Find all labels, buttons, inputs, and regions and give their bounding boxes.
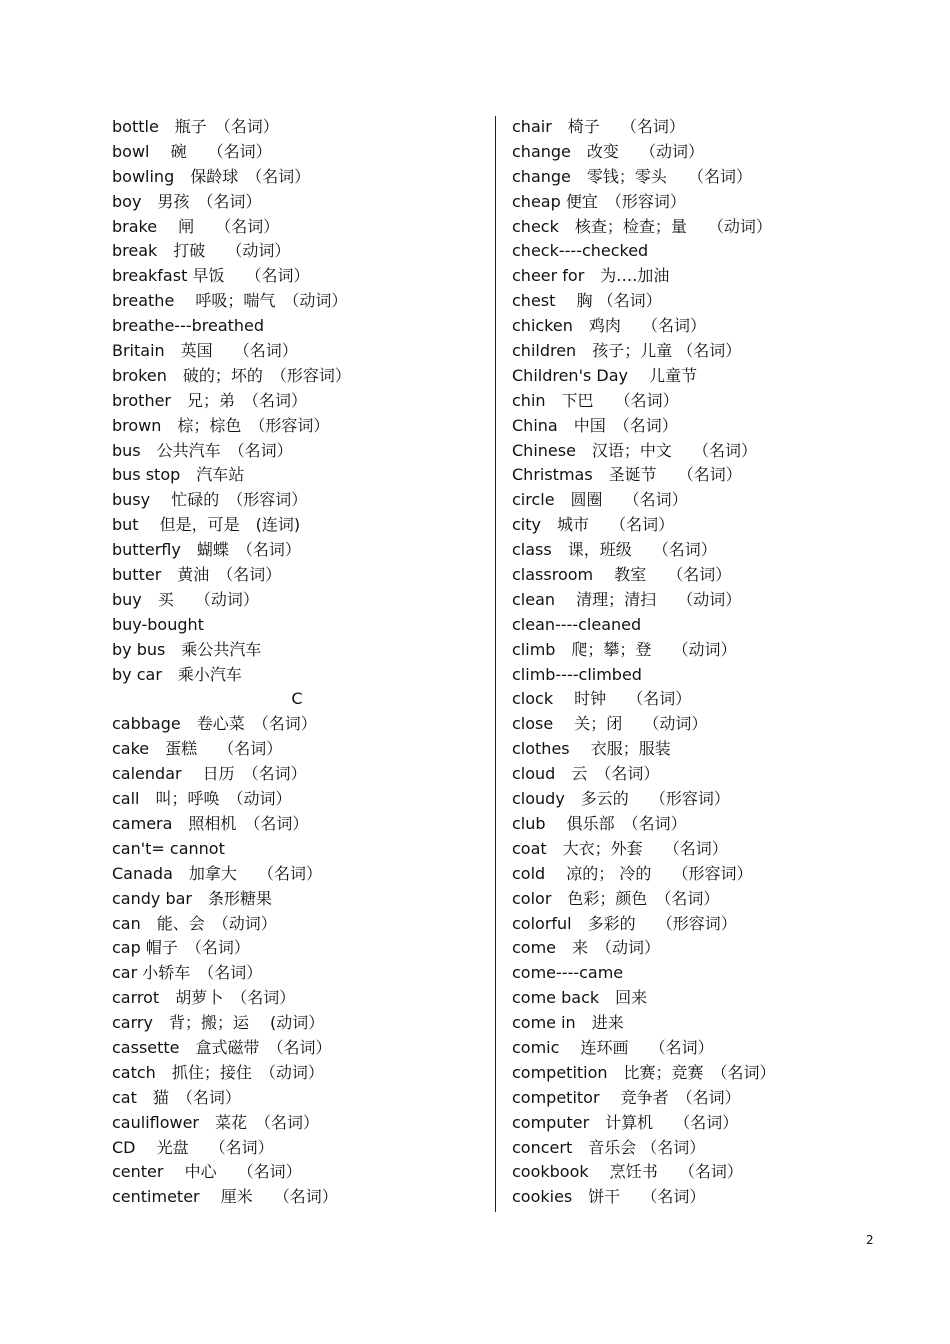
section-letter-heading: C bbox=[291, 689, 303, 709]
vocab-entry: bus stop 汽车站 bbox=[112, 465, 245, 485]
vocab-entry: clean----cleaned bbox=[512, 614, 642, 634]
vocab-entry: change 改变 （动词） bbox=[512, 141, 704, 161]
vocab-entry: butter 黄油 （名词） bbox=[112, 565, 282, 585]
vocab-entry: cabbage 卷心菜 （名词） bbox=[112, 714, 317, 734]
vocab-entry: cassette 盒式磁带 （名词） bbox=[112, 1037, 332, 1057]
vocab-entry: coat 大衣；外套 （名词） bbox=[512, 838, 728, 858]
vocab-entry: chest 胸 （名词） bbox=[512, 291, 662, 311]
vocab-entry: Christmas 圣诞节 （名词） bbox=[512, 465, 742, 485]
vocab-entry: cauliflower 菜花 （名词） bbox=[112, 1112, 320, 1132]
vocab-entry: camera 照相机 （名词） bbox=[112, 813, 309, 833]
vocab-entry: broken 破的；坏的 （形容词） bbox=[112, 365, 351, 385]
vocab-entry: chicken 鸡肉 （名词） bbox=[512, 316, 706, 336]
vocab-entry: bottle 瓶子 （名词） bbox=[112, 117, 279, 136]
vocab-entry: centimeter 厘米 （名词） bbox=[112, 1187, 338, 1207]
vocab-entry: carry 背；搬；运 (动词） bbox=[112, 1013, 325, 1033]
vocab-entry: bowl 碗 （名词） bbox=[112, 141, 272, 161]
vocab-entry: breathe---breathed bbox=[112, 316, 265, 336]
vocab-entry: come in 进来 bbox=[512, 1013, 624, 1033]
vocab-entry: center 中心 （名词） bbox=[112, 1162, 302, 1182]
vocab-entry: cheer for 为….加油 bbox=[512, 266, 670, 286]
vocab-entry: brown 棕；棕色 （形容词） bbox=[112, 415, 330, 435]
vocab-entry: Britain 英国 （名词） bbox=[112, 341, 298, 361]
vocab-entry: climb----climbed bbox=[512, 664, 642, 684]
vocab-entry: cat 猫 （名词） bbox=[112, 1087, 241, 1107]
vocab-entry: come 来 （动词） bbox=[512, 938, 661, 958]
vocab-entry: car 小轿车 （名词） bbox=[112, 963, 263, 983]
vocab-entry: but 但是，可是 (连词) bbox=[112, 515, 301, 535]
vocab-entry: classroom 教室 （名词） bbox=[512, 565, 732, 585]
vocab-entry: come back 回来 bbox=[512, 988, 648, 1008]
vocab-entry: concert 音乐会 （名词） bbox=[512, 1137, 706, 1157]
vocab-entry: circle 圆圈 （名词） bbox=[512, 490, 688, 510]
vocab-entry: close 关；闭 （动词） bbox=[512, 714, 708, 734]
vocab-entry: by car 乘小汽车 bbox=[112, 664, 242, 684]
vocab-entry: Chinese 汉语；中文 （名词） bbox=[512, 440, 758, 460]
vocab-entry: clock 时钟 （名词） bbox=[512, 689, 692, 709]
page-number: 2 bbox=[866, 1233, 874, 1247]
vocab-entry: call 叫；呼唤 （动词） bbox=[112, 789, 292, 809]
vocab-entry: cloud 云 （名词） bbox=[512, 764, 660, 784]
vocab-entry: China 中国 （名词） bbox=[512, 415, 678, 435]
vocab-entry: buy 买 （动词） bbox=[112, 589, 259, 609]
vocab-entry: climb 爬；攀；登 （动词） bbox=[512, 639, 737, 659]
vocab-entry: class 课，班级 （名词） bbox=[512, 540, 717, 560]
vocab-entry: children 孩子；儿童 （名词） bbox=[512, 341, 742, 361]
vocab-entry: check----checked bbox=[512, 241, 649, 261]
vocab-entry: cloudy 多云的 （形容词） bbox=[512, 789, 730, 809]
vocab-entry: cap 帽子 （名词） bbox=[112, 938, 250, 958]
vocab-entry: competitor 竞争者 （名词） bbox=[512, 1087, 741, 1107]
vocab-entry: can 能、会 （动词） bbox=[112, 913, 277, 933]
vocab-entry: computer 计算机 （名词） bbox=[512, 1112, 739, 1132]
vocab-entry: bowling 保龄球 （名词） bbox=[112, 166, 311, 186]
vocab-entry: brake 闸 （名词） bbox=[112, 216, 280, 236]
vocab-entry: chair 椅子 （名词） bbox=[512, 117, 685, 136]
vocab-entry: butterfly 蝴蝶 （名词） bbox=[112, 540, 301, 560]
vocab-entry: CD 光盘 （名词） bbox=[112, 1137, 274, 1157]
vocab-entry: clothes 衣服；服装 bbox=[512, 739, 671, 759]
vocab-entry: chin 下巴 （名词） bbox=[512, 390, 679, 410]
vocab-entry: bus 公共汽车 （名词） bbox=[112, 440, 293, 460]
vocab-entry: calendar 日历 （名词） bbox=[112, 764, 307, 784]
vocab-entry: come----came bbox=[512, 963, 624, 983]
vocab-entry: cookbook 烹饪书 （名词） bbox=[512, 1162, 743, 1182]
vocab-entry: club 俱乐部 （名词） bbox=[512, 813, 687, 833]
vocab-entry: carrot 胡萝卜 （名词） bbox=[112, 988, 296, 1008]
vocab-entry: brother 兄；弟 （名词） bbox=[112, 390, 308, 410]
vocab-entry: city 城市 （名词） bbox=[512, 515, 675, 535]
vocab-entry: candy bar 条形糖果 bbox=[112, 888, 272, 908]
vocab-entry: competition 比赛；竞赛 （名词） bbox=[512, 1062, 776, 1082]
vocab-entry: cake 蛋糕 （名词） bbox=[112, 739, 283, 759]
vocab-entry: cookies 饼干 （名词） bbox=[512, 1187, 706, 1207]
vocab-entry: boy 男孩 （名词） bbox=[112, 191, 262, 211]
vocab-entry: by bus 乘公共汽车 bbox=[112, 639, 262, 659]
vocab-entry: change 零钱；零头 （名词） bbox=[512, 166, 752, 186]
vocab-entry: color 色彩；颜色 （名词） bbox=[512, 888, 720, 908]
column-divider bbox=[495, 116, 496, 1212]
vocab-entry: comic 连环画 （名词） bbox=[512, 1037, 714, 1057]
vocab-entry: check 核查；检查；量 （动词） bbox=[512, 216, 772, 236]
vocab-entry: can't= cannot bbox=[112, 838, 225, 858]
vocab-entry: cold 凉的； 冷的 （形容词） bbox=[512, 863, 753, 883]
vocab-entry: Canada 加拿大 （名词） bbox=[112, 863, 322, 883]
vocab-entry: breathe 呼吸；喘气 （动词） bbox=[112, 291, 348, 311]
vocab-entry: break 打破 （动词） bbox=[112, 241, 291, 261]
vocab-entry: breakfast 早饭 （名词） bbox=[112, 266, 310, 286]
vocab-entry: buy-bought bbox=[112, 614, 204, 634]
vocab-entry: colorful 多彩的 （形容词） bbox=[512, 913, 737, 933]
left-column bbox=[112, 115, 482, 1210]
vocab-entry: Children's Day 儿童节 bbox=[512, 365, 698, 385]
vocab-entry: clean 清理；清扫 （动词） bbox=[512, 589, 742, 609]
vocab-entry: busy 忙碌的 （形容词） bbox=[112, 490, 308, 510]
right-column bbox=[512, 115, 912, 1210]
vocab-entry: catch 抓住；接住 （动词） bbox=[112, 1062, 324, 1082]
vocab-entry: cheap 便宜 （形容词） bbox=[512, 191, 686, 211]
